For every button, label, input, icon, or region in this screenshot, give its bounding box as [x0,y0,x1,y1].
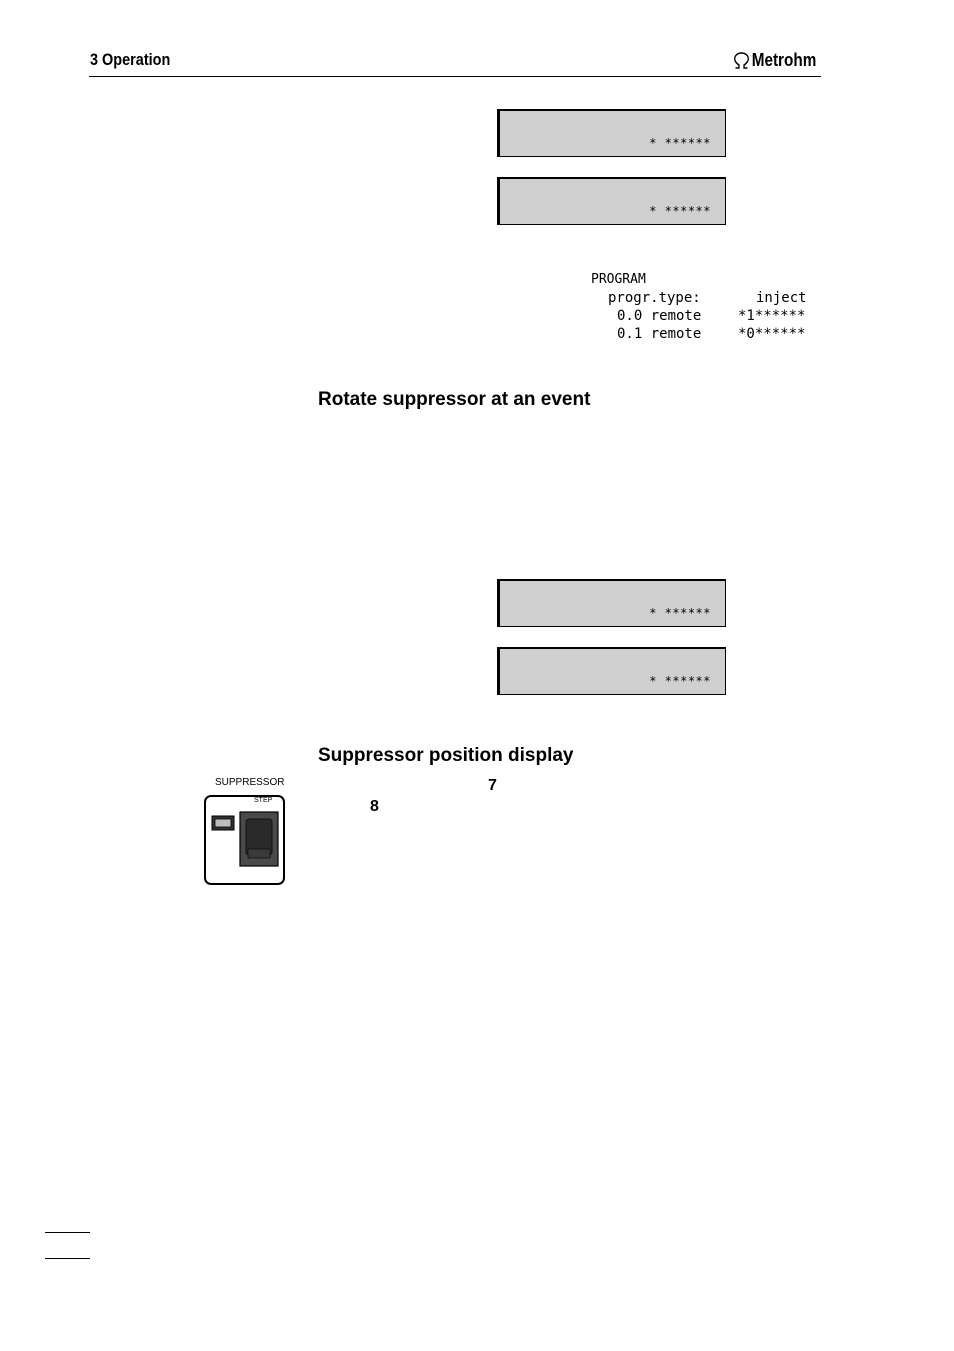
header-rule [89,76,821,77]
lcd-display-4 [497,647,726,695]
margin-rule-2 [45,1258,90,1259]
program-title: PROGRAM [591,272,646,287]
program-row-label: 0.1 remote [617,326,702,342]
lcd-display-text: * ****** [649,136,711,150]
program-row-label: progr.type: [608,290,701,306]
suppressor-panel-drawing [204,795,285,885]
margin-rule-1 [45,1232,90,1233]
program-row-label: 0.0 remote [617,308,702,324]
lcd-display-text: * ****** [649,606,711,620]
marker-7: 7 [488,777,497,794]
panel-title: SUPPRESSOR [215,777,285,788]
program-row-value: *1****** [738,308,806,324]
lcd-display-3 [497,579,726,627]
suppressor-panel [204,795,285,885]
brand-logo [733,50,816,71]
step-label: STEP [254,797,273,804]
brand-name: Metrohm [751,50,817,70]
program-row-value: inject [756,290,807,306]
lcd-display-1 [497,109,726,157]
section-heading-position-display: Suppressor position display [318,745,574,766]
lcd-display-2 [497,177,726,225]
program-row-value: *0****** [738,326,806,342]
omega-logo-icon [733,52,750,70]
lcd-display-text: * ****** [649,204,711,218]
marker-8: 8 [370,798,379,815]
section-heading-rotate: Rotate suppressor at an event [318,389,591,410]
header-section-title: 3 Operation [90,50,171,69]
lcd-display-text: * ****** [649,674,711,688]
